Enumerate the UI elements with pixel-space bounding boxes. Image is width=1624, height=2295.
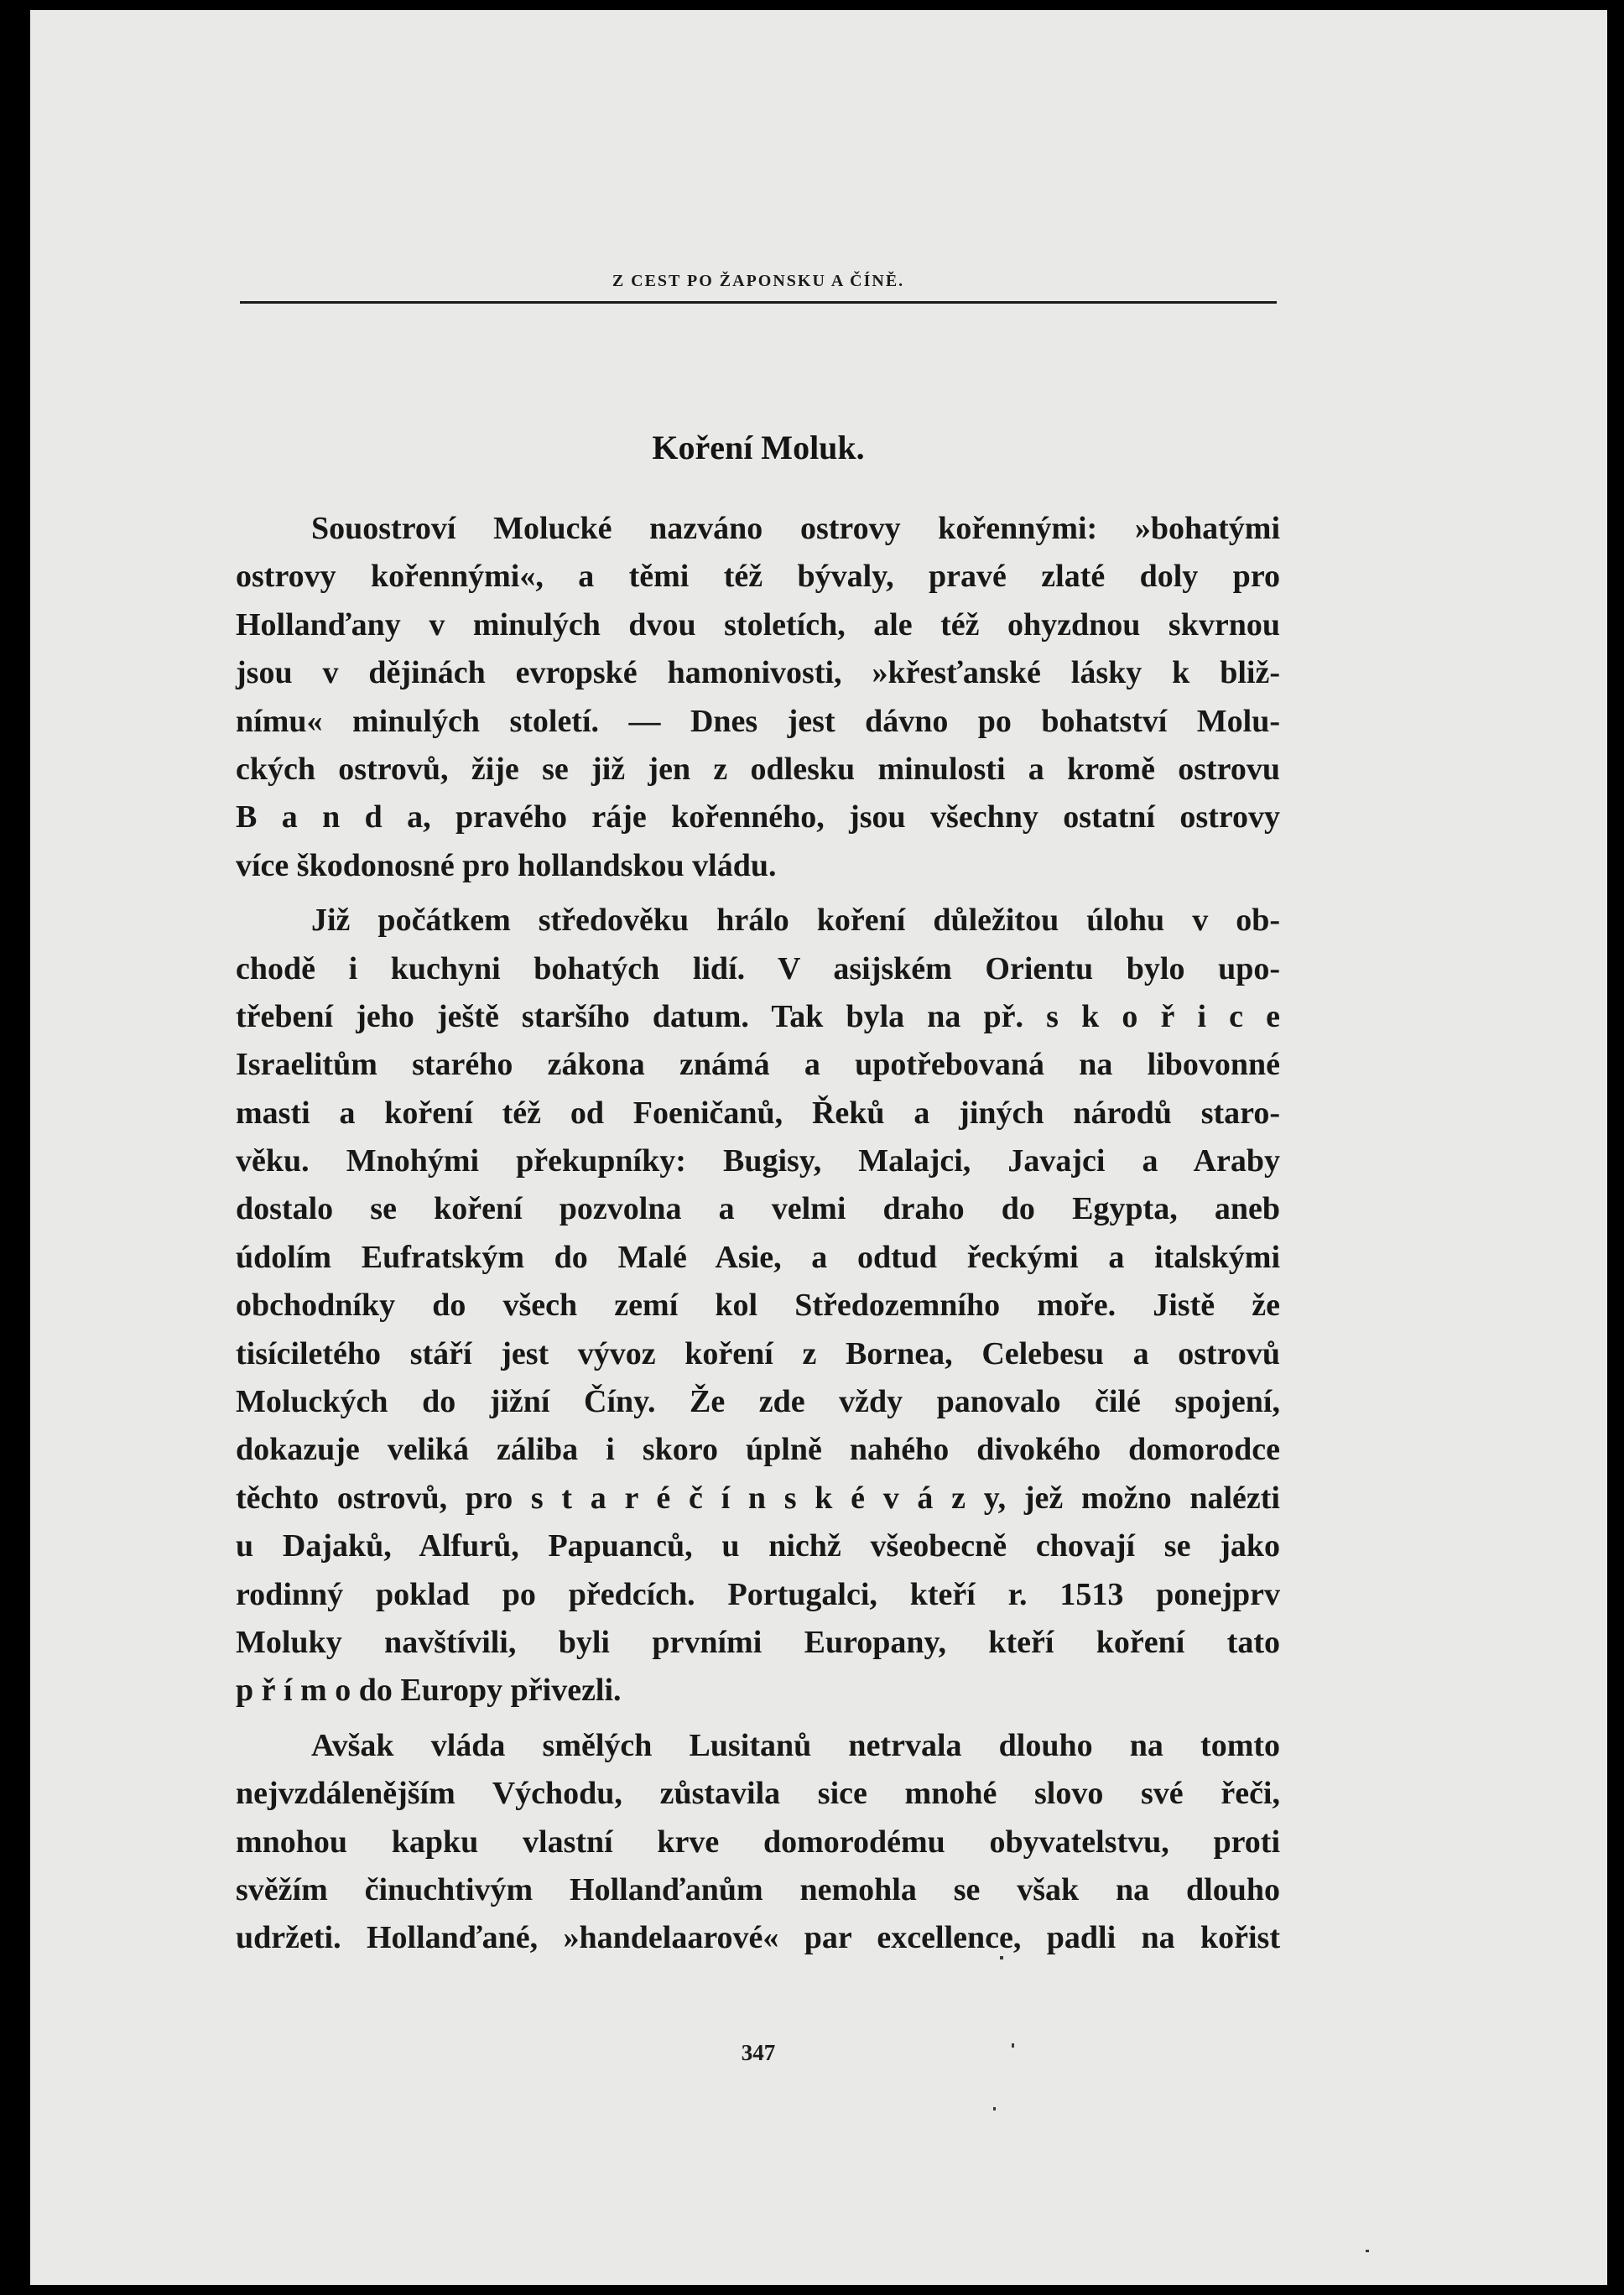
document-page xyxy=(30,10,1607,2285)
text-line: Avšak vláda smělých Lusitanů netrvala dlouho na tomto xyxy=(311,1727,1280,1763)
article-body xyxy=(236,505,1280,1963)
text-line: Již počátkem středověku hrálo koření důležitou úlohu v ob- xyxy=(311,903,1280,939)
text-line: chodě i kuchyni bohatých lidí. V asijském Orientu bylo upo- xyxy=(236,950,1280,986)
text-line: více škodonosné pro hollandskou vládu. xyxy=(236,847,777,883)
paragraph-gap xyxy=(236,890,1280,897)
scan-speck xyxy=(1012,2043,1014,2048)
text-line: svěžím činuchtivým Hollanďanům nemohla se však na dlouho xyxy=(236,1871,1280,1907)
article-title: Koření Moluk. xyxy=(652,429,865,466)
text-line: nímu« minulých století. — Dnes jest dávno po bohatství Molu- xyxy=(236,703,1280,739)
paragraph-2 xyxy=(236,897,1280,1715)
scan-speck xyxy=(1366,2250,1369,2252)
page-number: 347 xyxy=(741,2040,776,2065)
text-line: ckých ostrovů, žije se již jen z odlesku minulosti a kromě ostrovu xyxy=(236,751,1280,787)
text-line: udržeti. Hollanďané, »handelaarové« par excellence, padli na kořist xyxy=(236,1920,1280,1956)
text-line: mnohou kapku vlastní krve domorodému obyvatelstvu, proti xyxy=(236,1824,1280,1860)
text-line: Moluckých do jižní Číny. Že zde vždy panovalo čilé spojení, xyxy=(236,1384,1280,1420)
text-line: obchodníky do všech zemí kol Středozemního moře. Jistě že xyxy=(236,1288,1280,1324)
text-line: Israelitům starého zákona známá a upotřebovaná na libovonné xyxy=(236,1047,1280,1083)
running-head: Z CEST PO ŽAPONSKU A ČÍNĚ. xyxy=(612,272,905,290)
text-line: ostrovy kořennými«, a těmi též bývaly, pravé zlaté doly pro xyxy=(236,559,1280,595)
text-line: tisíciletého stáří jest vývoz koření z Bornea, Celebesu a ostrovů xyxy=(236,1335,1280,1371)
text-line: věku. Mnohými překupníky: Bugisy, Malajci, Javajci a Araby xyxy=(236,1143,1280,1179)
scan-speck xyxy=(993,2107,996,2110)
paragraph-1 xyxy=(236,505,1280,890)
scan-speck xyxy=(1000,1956,1003,1959)
text-line: dostalo se koření pozvolna a velmi draho do Egypta, aneb xyxy=(236,1191,1280,1227)
text-line: nejvzdálenějším Východu, zůstavila sice mnohé slovo své řeči, xyxy=(236,1776,1280,1812)
text-line: u Dajaků, Alfurů, Papuanců, u nichž všeobecně chovají se jako xyxy=(236,1528,1280,1564)
text-line: Souostroví Molucké nazváno ostrovy kořennými: »bohatými xyxy=(311,511,1280,546)
paragraph-3 xyxy=(236,1722,1280,1963)
text-line: Moluky navštívili, byli prvními Europany, kteří koření tato xyxy=(236,1624,1280,1660)
text-line: masti a koření též od Foeničanů, Řeků a jiných národů staro- xyxy=(236,1095,1280,1131)
paragraph-gap xyxy=(236,1715,1280,1722)
header-rule xyxy=(240,301,1277,304)
text-line: dokazuje veliká záliba i skoro úplně nahého divokého domorodce xyxy=(236,1432,1280,1468)
text-line: B a n d a, pravého ráje kořenného, jsou všechny ostatní ostrovy xyxy=(236,799,1280,835)
text-line: třebení jeho ještě staršího datum. Tak byla na př. s k o ř i c e xyxy=(236,998,1280,1034)
text-line: Hollanďany v minulých dvou stoletích, ale též ohyzdnou skvrnou xyxy=(236,606,1280,643)
text-line: p ř í m o do Europy přivezli. xyxy=(236,1673,622,1709)
text-line: těchto ostrovů, pro s t a r é č í n s k é v á z y, jež možno nalézti xyxy=(236,1480,1280,1516)
text-line: rodinný poklad po předcích. Portugalci, kteří r. 1513 ponejprv xyxy=(236,1576,1280,1612)
text-line: jsou v dějinách evropské hamonivosti, »křesťanské lásky k bliž- xyxy=(236,655,1280,691)
text-line: údolím Eufratským do Malé Asie, a odtud řeckými a italskými xyxy=(236,1239,1280,1275)
